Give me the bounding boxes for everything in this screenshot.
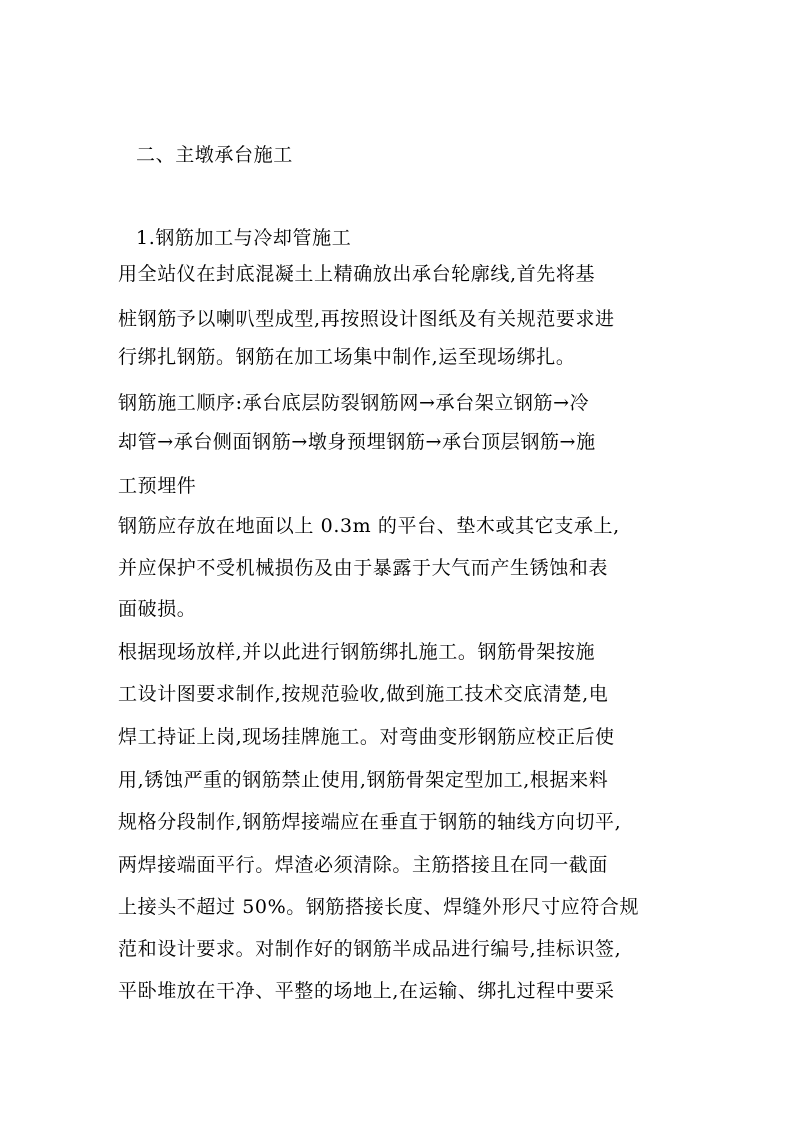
paragraph-line: 钢筋应存放在地面以上 0.3m 的平台、垫木或其它支承上,: [118, 515, 620, 537]
paragraph-line: 规格分段制作,钢筋焊接端应在垂直于钢筋的轴线方向切平,: [118, 811, 622, 833]
paragraph-line: 工预埋件: [118, 475, 197, 497]
paragraph-line: 行绑扎钢筋。钢筋在加工场集中制作,运至现场绑扎。: [118, 346, 576, 368]
subsection-heading: 1.钢筋加工与冷却管施工: [136, 227, 352, 249]
paragraph-line: 钢筋施工顺序:承台底层防裂钢筋网→承台架立钢筋→冷: [118, 392, 590, 414]
paragraph-line: 平卧堆放在干净、平整的场地上,在运输、绑扎过程中要采: [118, 980, 615, 1002]
paragraph-line: 面破损。: [118, 598, 197, 620]
paragraph-line: 桩钢筋予以喇叭型成型,再按照设计图纸及有关规范要求进: [118, 308, 615, 330]
paragraph-line: 上接头不超过 50%。钢筋搭接长度、焊缝外形尺寸应符合规: [118, 896, 640, 918]
paragraph-line: 用全站仪在封底混凝土上精确放出承台轮廓线,首先将基: [118, 263, 596, 285]
section-heading: 二、主墩承台施工: [136, 144, 293, 166]
paragraph-line: 并应保护不受机械损伤及由于暴露于大气而产生锈蚀和表: [118, 557, 609, 579]
paragraph-line: 焊工持证上岗,现场挂牌施工。对弯曲变形钢筋应校正后使: [118, 726, 615, 748]
paragraph-line: 却管→承台侧面钢筋→墩身预埋钢筋→承台顶层钢筋→施: [118, 431, 596, 453]
paragraph-line: 用,锈蚀严重的钢筋禁止使用,钢筋骨架定型加工,根据来料: [118, 769, 609, 791]
paragraph-line: 根据现场放样,并以此进行钢筋绑扎施工。钢筋骨架按施: [118, 641, 596, 663]
paragraph-line: 两焊接端面平行。焊渣必须清除。主筋搭接且在同一截面: [118, 854, 609, 876]
paragraph-line: 范和设计要求。对制作好的钢筋半成品进行编号,挂标识签,: [118, 938, 622, 960]
paragraph-line: 工设计图要求制作,按规范验收,做到施工技术交底清楚,电: [118, 683, 609, 705]
